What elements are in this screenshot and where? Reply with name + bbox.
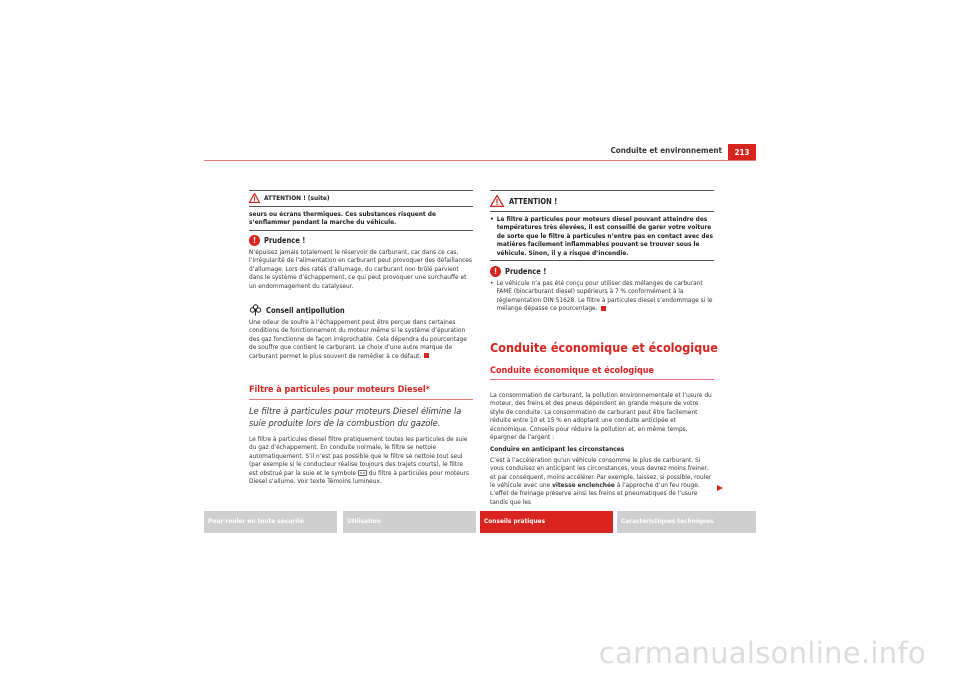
- prudence-text: [496, 279, 714, 313]
- warning-label: ATTENTION ! (suite): [264, 194, 330, 202]
- filter-body-text-1: Le filtre à particules diesel filtre pratiquement toutes les particules de suie du gaz d’échappement. En conduite normale, le filtre se nettoie automatiquement. S’il n’est pas possible que le filtre se nettoie tout seul (par exemple si le conducteur réalise toujours des trajets courts), le filtre est obstrué par la suie et le symbole: [249, 435, 468, 477]
- eco-paragraph-text-1: C’est à l’accélération qu’un véhicule consomme le plus de carburant. Si vous conduisez en anticipant les circonstances, vous devrez moins freiner, et par conséquent, moins accélérer. Par exemple, laissez, si possible, rouler le véhicule avec une: [490, 455, 712, 490]
- watermark: carmanualsonline.info: [598, 636, 926, 670]
- section-title-eco: Conduite économique et écologique: [490, 366, 655, 376]
- tab-securite[interactable]: [204, 511, 337, 533]
- bullet: •: [490, 215, 494, 223]
- warning-text: Le filtre à particules pour moteurs diesel pouvant atteindre des températures très élevées, il est conseillé de garer votre voiture de sorte que le filtre à particules n’entre pas en contact avec des matières facilement inflammables pouvant se trouver sous le véhicule. Sinon, il y a risque d’incendie.: [496, 215, 713, 257]
- eco-section: [490, 366, 714, 506]
- warning-triangle-icon: [490, 195, 504, 207]
- running-header: Conduite et environnement: [610, 146, 722, 155]
- eco-subheading: Conduire en anticipant les circonstances: [490, 445, 625, 454]
- page-number: 213: [728, 144, 756, 160]
- prudence-text-content: Le véhicule n’a pas été conçu pour utiliser des mélanges de carburant FAME (biocarburant diesel) supérieurs à 7 % conformément à la réglementation DIN 51628. Le filtre à particules diesel s’endommage si le mélange dépasse ce pourcentage.: [496, 279, 713, 313]
- tab-label: Conseils pratiques: [484, 517, 546, 525]
- continue-arrow-icon[interactable]: [716, 484, 724, 492]
- conseil-text: [249, 318, 473, 360]
- end-of-section-mark: [601, 306, 606, 311]
- environment-flower-icon: [249, 304, 262, 316]
- tab-caracteristiques[interactable]: [617, 511, 756, 533]
- tab-label: Caractéristiques techniques: [621, 517, 714, 525]
- warning-text: seurs ou écrans thermiques. Ces substances risquent de s’enflammer pendant la marche du véhicule.: [249, 210, 436, 227]
- tab-label: Pour rouler en toute sécurité: [208, 517, 305, 525]
- warning-triangle-icon: [249, 193, 260, 203]
- prudence-block-right: [490, 266, 714, 313]
- conseil-block: [249, 304, 473, 360]
- warning-continued-box: [249, 190, 473, 231]
- filter-section: [249, 385, 473, 485]
- filter-body-text-2: du filtre à particules pour moteurs Diesel s’allume. Voir texte Témoins lumineux.: [249, 468, 469, 486]
- eco-paragraph-bold: vitesse enclenchée: [552, 481, 615, 490]
- bullet: •: [490, 279, 494, 287]
- diesel-filter-icon: [358, 470, 367, 476]
- prudence-exclamation-icon: !: [249, 235, 260, 246]
- eco-paragraph: [490, 456, 714, 506]
- section-title-filter: Filtre à particules pour moteurs Diesel*: [249, 385, 430, 395]
- eco-paragraph-text-2: à l’approche d’un feu rouge. L’effet de freinage préserve ainsi les freins et pneumatiques de l’usure tandis que les: [490, 481, 700, 506]
- section-subtitle: Le filtre à particules pour moteurs Diesel élimine la suie produite lors de la combustion du gazole.: [249, 406, 462, 429]
- tab-conseils-pratiques[interactable]: [480, 511, 613, 533]
- chapter-title: Conduite économique et écologique: [490, 340, 718, 355]
- prudence-block-left: [249, 235, 473, 290]
- prudence-title: Prudence !: [505, 267, 547, 276]
- section-rule: [490, 379, 714, 380]
- tab-utilisation[interactable]: [343, 511, 476, 533]
- prudence-title: Prudence !: [264, 236, 306, 245]
- warning-label: ATTENTION !: [509, 196, 558, 206]
- header-rule: [204, 160, 756, 161]
- tab-label: Utilisation: [347, 517, 381, 525]
- eco-intro: La consommation de carburant, la pollution environnementale et l’usure du moteur, des freins et des pneus dépendent en grande mesure de votre style de conduite. La consommation de carburant peut être facilement réduite entre 10 et 15 % en adoptant une conduite anticipée et économique. Conseils pour réduire la pollution et, en même temps, épargner de l’argent :: [490, 391, 712, 442]
- prudence-text: N’épuisez jamais totalement le réservoir de carburant, car dans ce cas, l’irrégularité de l’alimentation en carburant peut provoquer des défaillances d’allumage. Lors des ratés d’allumage, du carburant non brûlé parvient dans le système d’échappement, ce qui peut provoquer une surchauffe et un endommagement du catalyseur.: [249, 248, 472, 290]
- filter-body: [249, 435, 473, 485]
- warning-box-right: [490, 190, 714, 261]
- end-of-section-mark: [424, 353, 429, 358]
- section-rule: [249, 399, 473, 400]
- prudence-exclamation-icon: !: [490, 266, 501, 277]
- conseil-title: Conseil antipollution: [266, 305, 345, 315]
- conseil-text-content: Une odeur de soufre à l’échappement peut être perçue dans certaines conditions de fonctionnement du moteur même si le système d’épuration des gaz fonctionne de façon irréprochable. Cela dépendra du pourcentage de souffre que contient le carburant. Le choix d’une autre marque de carburant permet le plus souvent de remédier à ce défaut.: [249, 318, 467, 360]
